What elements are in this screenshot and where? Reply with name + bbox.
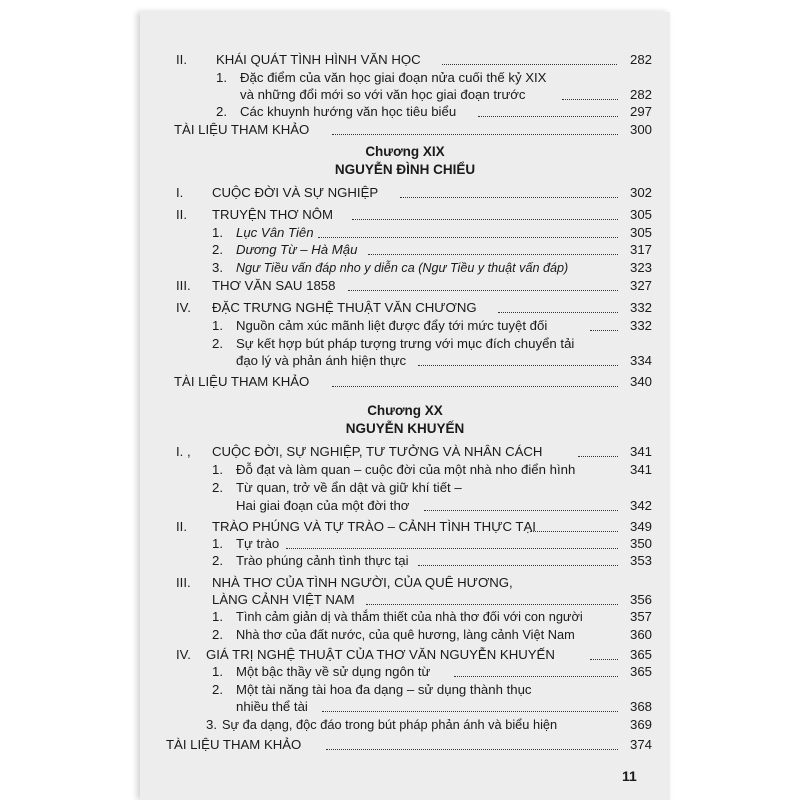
toc-entry: II. KHÁI QUÁT TÌNH HÌNH VĂN HỌC 282: [176, 52, 652, 67]
toc-entry: 1. Tự trào 350: [212, 536, 652, 551]
toc-entry: đạo lý và phản ánh hiện thực 334: [236, 353, 652, 368]
toc-entry: I. , CUỘC ĐỜI, SỰ NGHIỆP, TƯ TƯỞNG VÀ NHÂN CÁCH 341: [176, 444, 652, 459]
dot-leader: [352, 219, 618, 220]
dot-leader: [562, 99, 618, 100]
dot-leader: [478, 116, 618, 117]
toc-entry: 3. Ngư Tiều vấn đáp nho y diễn ca (Ngư Tiều y thuật vấn đáp) 323: [212, 260, 652, 275]
toc-entry: TÀI LIỆU THAM KHẢO 300: [174, 122, 652, 137]
page-number: 11: [622, 768, 637, 784]
toc-entry: 2. Các khuynh hướng văn học tiêu biểu 297: [216, 104, 652, 119]
dot-leader: [286, 548, 618, 549]
toc-entry: TÀI LIỆU THAM KHẢO 374: [166, 737, 652, 752]
chapter-title: NGUYỄN ĐÌNH CHIỂU: [334, 162, 476, 177]
dot-leader: [578, 456, 618, 457]
dot-leader: [326, 749, 618, 750]
dot-leader: [318, 237, 618, 238]
toc-entry: 1. Lục Vân Tiên 305: [212, 225, 652, 240]
toc-entry: 2. Sự kết hợp bút pháp tượng trưng với mục đích chuyển tải: [212, 336, 575, 351]
toc-entry: IV. GIÁ TRỊ NGHỆ THUẬT CỦA THƠ VĂN NGUYỄN KHUYẾN 365: [176, 647, 652, 662]
toc-entry: 1. Đỗ đạt và làm quan – cuộc đời của một nhà nho điển hình 341: [212, 462, 652, 477]
toc-entry: nhiều thể tài 368: [236, 699, 652, 714]
toc-entry: IV. ĐẶC TRƯNG NGHỆ THUẬT VĂN CHƯƠNG 332: [176, 300, 652, 315]
toc-entry: Hai giai đoạn của một đời thơ 342: [236, 498, 652, 513]
chapter-label: Chương XX: [367, 403, 443, 418]
toc-entry: 1. Đặc điểm của văn học giai đoạn nửa cuối thế kỷ XIX: [216, 70, 547, 85]
toc-entry: LÀNG CẢNH VIỆT NAM 356: [212, 592, 652, 607]
toc-entry: TÀI LIỆU THAM KHẢO 340: [174, 374, 652, 389]
toc-entry: 1. Một bậc thầy về sử dụng ngôn từ 365: [212, 664, 652, 679]
dot-leader: [590, 330, 618, 331]
dot-leader: [332, 134, 618, 135]
toc-entry: 3. Sự đa dạng, độc đáo trong bút pháp phản ánh và biểu hiện 369: [206, 717, 652, 732]
toc-entry: I. CUỘC ĐỜI VÀ SỰ NGHIỆP 302: [176, 185, 652, 200]
dot-leader: [348, 290, 618, 291]
toc-entry: II. TRÀO PHÚNG VÀ TỰ TRÀO – CẢNH TÌNH THỰC TẠI 349: [176, 519, 652, 534]
dot-leader: [424, 510, 618, 511]
toc-entry: III. THƠ VĂN SAU 1858 327: [176, 278, 652, 293]
chapter-label: Chương XIX: [365, 144, 445, 159]
dot-leader: [418, 565, 618, 566]
dot-leader: [368, 254, 618, 255]
toc-entry: 2. Dương Từ – Hà Mậu 317: [212, 242, 652, 257]
toc-entry: III. NHÀ THƠ CỦA TÌNH NGƯỜI, CỦA QUÊ HƯƠNG,: [176, 575, 513, 590]
dot-leader: [454, 676, 618, 677]
toc-entry: 1. Tình cảm giản dị và thắm thiết của nhà thơ đối với con người 357: [212, 609, 652, 624]
dot-leader: [498, 312, 618, 313]
dot-leader: [332, 386, 618, 387]
dot-leader: [366, 604, 618, 605]
toc-entry: 2. Nhà thơ của đất nước, của quê hương, làng cảnh Việt Nam 360: [212, 627, 652, 642]
dot-leader: [418, 365, 618, 366]
toc-entry: 1. Nguồn cảm xúc mãnh liệt được đẩy tới mức tuyệt đối 332: [212, 318, 652, 333]
dot-leader: [322, 711, 618, 712]
toc-entry: II. TRUYỆN THƠ NÔM 305: [176, 207, 652, 222]
dot-leader: [590, 659, 618, 660]
dot-leader: [400, 197, 618, 198]
toc-entry: 2. Một tài năng tài hoa đa dạng – sử dụng thành thục: [212, 682, 532, 697]
dot-leader: [530, 531, 618, 532]
dot-leader: [442, 64, 617, 65]
toc-entry: và những đổi mới so với văn học giai đoạn trước 282: [240, 87, 652, 102]
chapter-title: NGUYỄN KHUYẾN: [345, 421, 465, 436]
toc-entry: 2. Trào phúng cảnh tình thực tại 353: [212, 553, 652, 568]
toc-entry: 2. Từ quan, trở về ẩn dật và giữ khí tiết –: [212, 480, 462, 495]
